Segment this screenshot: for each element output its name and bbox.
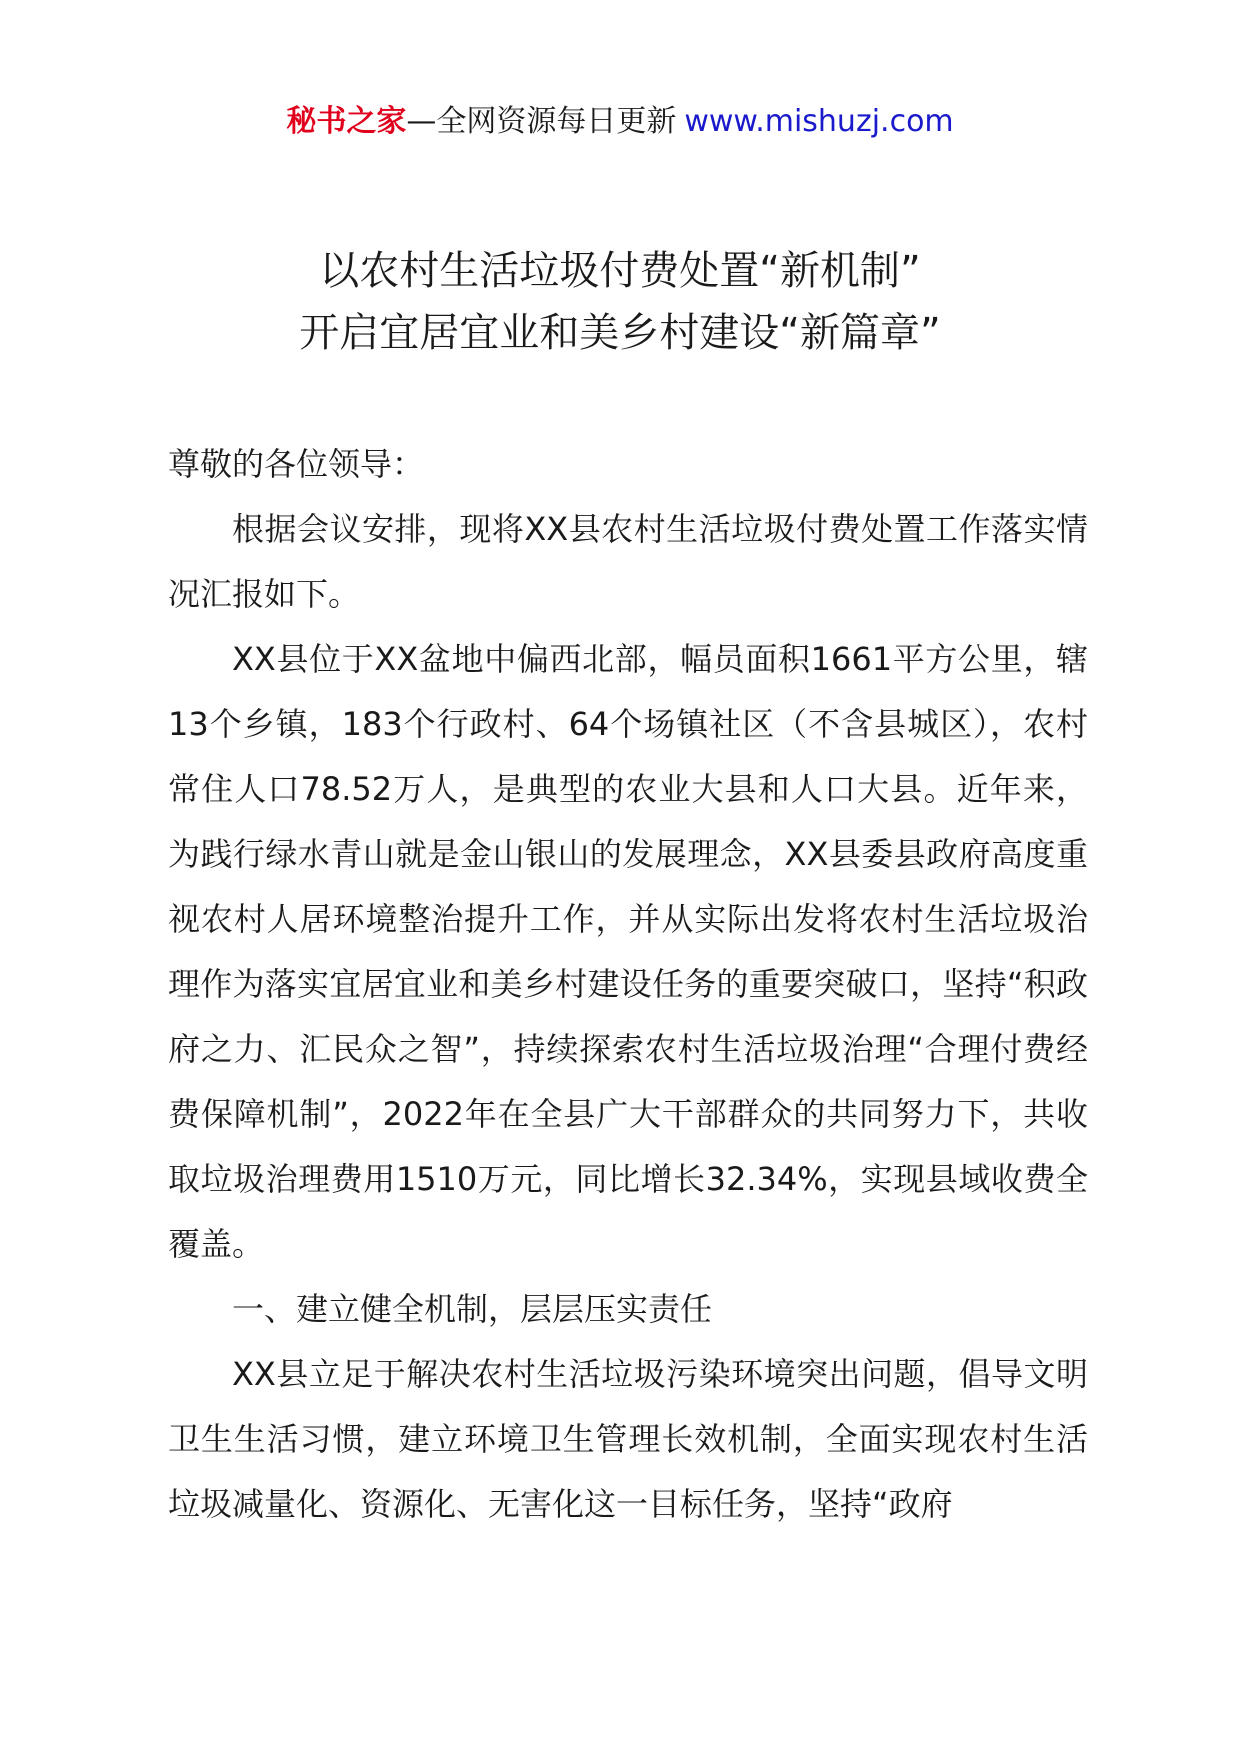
section-heading-1: 一、建立健全机制，层层压实责任 xyxy=(232,1290,713,1328)
brand-name: 秘书之家 xyxy=(286,104,407,139)
title-line-1: 以农村生活垃圾付费处置“新机制” xyxy=(319,248,921,294)
paragraph-section-1: XX县立足于解决农村生活垃圾污染环境突出问题，倡导文明卫生生活习惯，建立环境卫生管理长效机制，全面实现农村生活垃圾减量化、资源化、无害化这一目标任务，坚持“政府 xyxy=(168,1355,1088,1523)
salutation: 尊敬的各位领导： xyxy=(168,445,425,483)
header-tagline: —全网资源每日更新 xyxy=(406,104,677,139)
document-body xyxy=(168,432,1088,1537)
page-header xyxy=(0,102,1240,142)
paragraph-overview: XX县位于XX盆地中偏西北部，幅员面积1661平方公里，辖13个乡镇，183个行政村、64个场镇社区（不含县城区），农村常住人口78.52万人，是典型的农业大县和人口大县。近年来，为践行绿水青山就是金山银山的发展理念，XX县委县政府高度重视农村人居环境整治提升工作，并从实际出发将农村生活垃圾治理作为落实宜居宜业和美乡村建设任务的重要突破口，坚持“积政府之力、汇民众之智”，持续探索农村生活垃圾治理“合理付费经费保障机制”，2022年在全县广大干部群众的共同努力下，共收取垃圾治理费用1510万元，同比增长32.34%，实现县域收费全覆盖。 xyxy=(168,640,1088,1263)
paragraph-intro: 根据会议安排，现将XX县农村生活垃圾付费处置工作落实情况汇报如下。 xyxy=(168,510,1088,613)
document-title xyxy=(0,240,1240,364)
title-line-2: 开启宜居宜业和美乡村建设“新篇章” xyxy=(299,310,941,356)
site-url[interactable]: www.mishuzj.com xyxy=(684,104,954,139)
